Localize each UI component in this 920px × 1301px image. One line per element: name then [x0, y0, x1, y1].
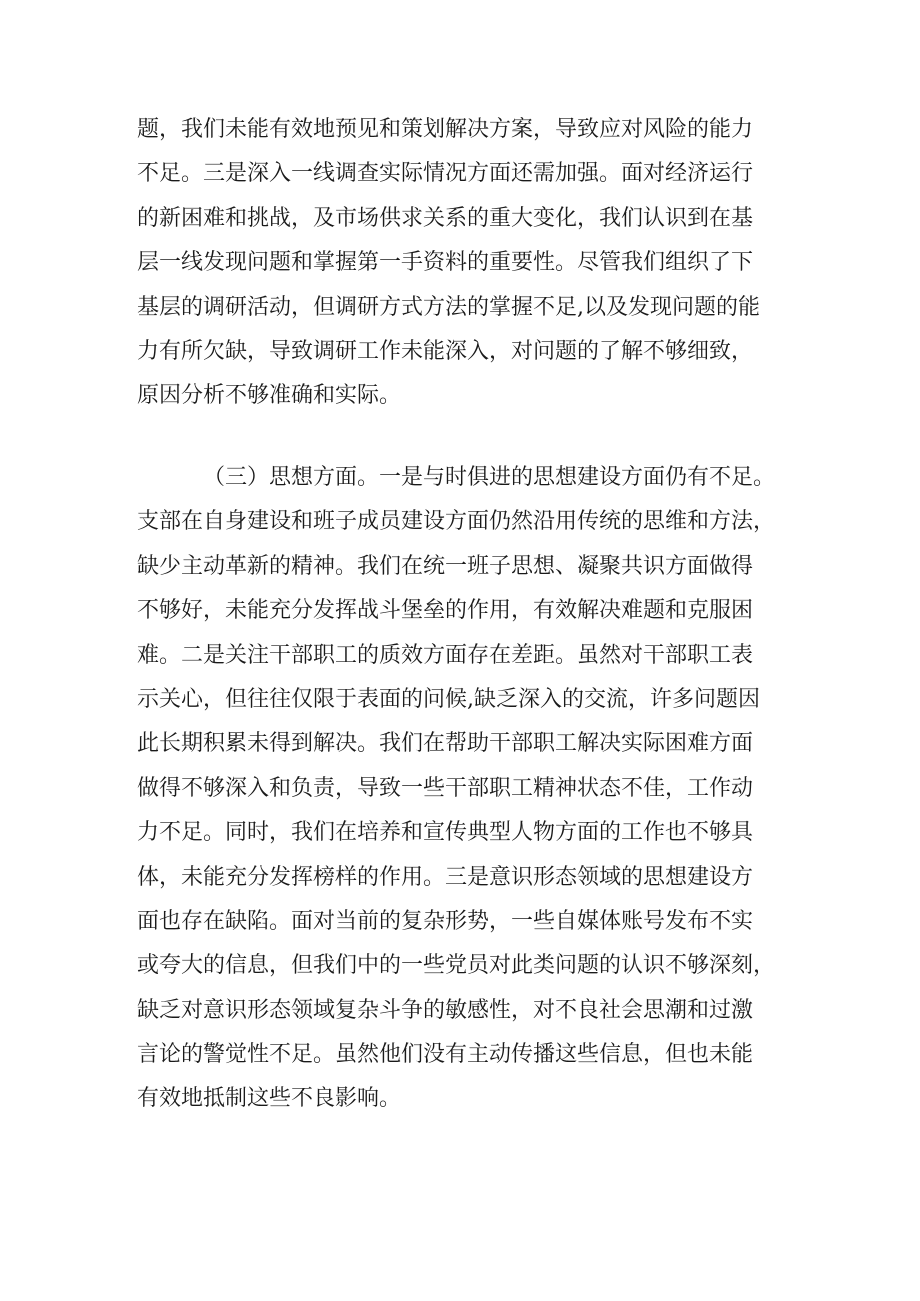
text-line: 此长期积累未得到解决。我们在帮助干部职工解决实际困难方面: [137, 731, 754, 757]
text-line: 或夸大的信息，但我们中的一些党员对此类问题的认识不够深刻，: [137, 953, 776, 979]
text-line: 体，未能充分发挥榜样的作用。三是意识形态领域的思想建设方: [137, 864, 754, 890]
text-line: 题，我们未能有效地预见和策划解决方案，导致应对风险的能力: [137, 117, 754, 142]
text-line: 力不足。同时，我们在培养和宣传典型人物方面的工作也不够具: [137, 820, 754, 846]
text-line: 原因分析不够准确和实际。: [137, 383, 402, 409]
text-line: 面也存在缺陷。面对当前的复杂形势，一些自媒体账号发布不实: [137, 908, 754, 934]
paragraph-ideology: [137, 456, 797, 1166]
text-line: 示关心，但往往仅限于表面的问候,缺乏深入的交流，许多问题因: [137, 686, 760, 712]
text-line: 支部在自身建设和班子成员建设方面仍然沿用传统的思维和方法，: [137, 509, 776, 535]
text-line: 不足。三是深入一线调查实际情况方面还需加强。面对经济运行: [137, 161, 754, 187]
text-line: 缺乏对意识形态领域复杂斗争的敏感性，对不良社会思潮和过激: [137, 997, 754, 1023]
text-line: 言论的警觉性不足。虽然他们没有主动传播这些信息，但也未能: [137, 1042, 754, 1068]
text-line: [137, 1122, 797, 1166]
paragraph-continued: [137, 108, 797, 419]
text-line: 的新困难和挑战，及市场供求关系的重大变化，我们认识到在基: [137, 205, 754, 231]
text-line: 做得不够深入和负责，导致一些干部职工精神状态不佳，工作动: [137, 775, 754, 801]
text-line: 不够好，未能充分发挥战斗堡垒的作用，有效解决难题和克服困: [137, 598, 754, 624]
text-line: 层一线发现问题和掌握第一手资料的重要性。尽管我们组织了下: [137, 250, 754, 276]
text-line-first: （三）思想方面。一是与时俱进的思想建设方面仍有不足。: [203, 465, 776, 490]
text-line: 基层的调研活动，但调研方式方法的掌握不足,以及发现问题的能: [137, 294, 760, 320]
text-line: 有效地抵制这些不良影响。: [137, 1086, 402, 1112]
text-line: 力有所欠缺，导致调研工作未能深入，对问题的了解不够细致，: [137, 338, 754, 364]
text-line: 缺少主动革新的精神。我们在统一班子思想、凝聚共识方面做得: [137, 553, 754, 579]
text-line: 难。二是关注干部职工的质效方面存在差距。虽然对干部职工表: [137, 642, 754, 668]
